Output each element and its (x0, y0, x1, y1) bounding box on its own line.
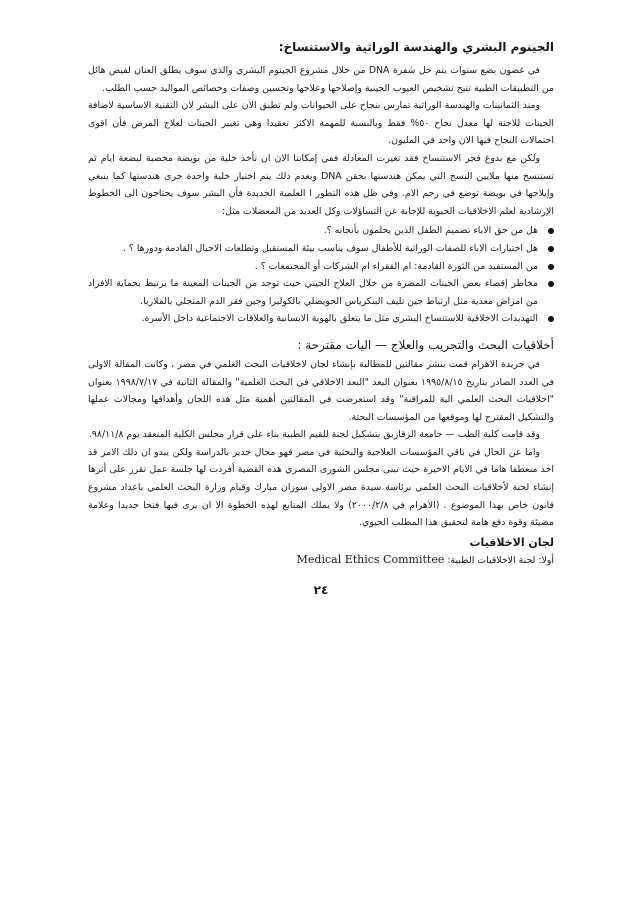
body-paragraph-3: واما عن الحال في باقي المؤسسات العلاجية والبحثية في مصر فهو مجال جدير بالدراسة ولكن يبدو ان ذلك الامر قد اخذ منعطفا هاما في الايام الاخيرة حيث تبنى مجلس الشورى المصري هذه القضية أفردت لها جلسة عمل تقرر على أثرها إنشاء لجنة لأخلاقيات البحث العلمي برئاسة سيدة مصر الاولى سوزان مبارك وقيام وزارة البحث العلمي باعداد مشروع قانون خاص بهذا الموضوع . (الاهرام في ٢٠٠٠/٢/٨) ولا يملك المتابع لهذه الخطوة الا ان يرى فيها فتحا جديدا وعلامة مضيئة وقوة دفع هامة لتحقيق هذا المطلب الحيوي. (88, 446, 554, 529)
bullet-icon (548, 246, 554, 252)
first-item-english: Medical Ethics Committee (296, 552, 445, 566)
bullet-icon (548, 264, 554, 270)
list-item: مخاطر إقصاء بعض الجينات المضرة من خلال العلاج الجيني حيث توجد من الجينات المعينة ما يرتبط بحماية الافراد من امراض معدية مثل ارتباط جين تليف البنكرياس الحويصلي بالكوليرا وجين فقر الدم المنجلي بالملاريا. (88, 275, 554, 310)
bullet-icon (548, 228, 554, 234)
intro-paragraph-1: في غضون بضع سنوات يتم حل شفرة DNA من خلال مشروع الجينوم البشري والذي سوف يطلق العنان لفيض هائل من التطبيقات الطبية تتيح تشخيص العيوب الجينية وإصلاحها وعلاجها وتحسين وصفات وخصائص المواليد حسب الطلب. (88, 65, 554, 94)
intro-paragraph-2: ومنذ الثمانينات والهندسة الوراثية تمارس بنجاح على الحيوانات ولم تطبق الان على البشر لان التقنية الاساسية لاضافة الجينات للاجنة لها معدل نجاح ٥٠% فقط وبالنسبة للمهمة الاكثر تعقيدا وهي تغيير الجينات لعلاج المرض فأن اقوى احتمالات النجاح فيها الان واحد في المليون. (88, 100, 554, 147)
list-item: هل من حق الاباء تصميم الطفل الذين يحلمون بأنجابه ؟. (88, 222, 554, 240)
list-item: التهديدات الاخلاقية للاستنساخ البشري مثل ما يتعلق بالهوية الانسانية والعلاقات الاجتماعية داخل الأسرة. (88, 310, 554, 328)
bullet-icon (548, 281, 554, 287)
dilemmas-list (88, 222, 554, 328)
body-paragraph-1: في جريدة الاهرام قمت بنشر مقالتين للمطالبة بإنشاء لجان لاخلاقيات البحث العلمي في مصر ، وكانت المقالة الاولى في العدد الصادر بتاريخ ١٩٩٥/٨/١٥ بعنوان البعد "البعد الاخلاقي في البحث العلمية" والمقالة الثانية في ١٩٩٨/٧/١٧ بعنوان "اخلاقيات البحث العلمي الية للمراقبة" وقد استعرضت في المقالتين أهمية مثل هذه اللجان وأهدافها ومجالات عملها والتشكيل المقترح لها وموقعها من المؤسسات البحثة. (88, 358, 554, 423)
list-item: من المستفيد من الثورة القادمة: ام الفقراء ام الشركات أو المجتمعات ؟ . (88, 258, 554, 276)
page-number: ٢٤ (313, 583, 329, 598)
first-item-line (88, 551, 554, 570)
section-heading-ethics: أخلاقيات البحث والتجريب والعلاج — اليات مقترحة : (297, 337, 554, 352)
page-title: الجينوم البشري والهندسة الوراثية والاستنساخ: (278, 40, 554, 54)
intro-paragraph-3: ولكن مع بدوغ فجر الاستنساخ فقد تغيرت المعادلة ففي إمكاننا الان ان تأخذ خلية من بويضة مخصبة لبضعة ايام ثم تستنسخ منها ملايين النسخ التي يمكن هندستها بحقن DNA وبعدم ذلك يتم اختيار خلية واحدة جرى هندستها كما ينبغي وإيلاجها في بويضة توضع في رحم الام. وفي ظل هذه التطور ا العلمية الجديدة فأن البشر سوف يحتاجون الى الخطوط الإرشادية لعلم الاخلاقيات الحيوية للإجابة عن التساؤلات وكل العديد من المعضلات مثل: (88, 152, 554, 217)
first-item-prefix: أولا: لجنة الاخلاقيات الطبية: (447, 554, 554, 566)
list-item: هل اختيارات الاباء للصفات الوراثية للأطفال سوف يناسب بيئة المستقبل وتطلعات الاجيال القادمة ودورها ؟ . (88, 240, 554, 258)
body-paragraph-2: وقد قامت كلية الطب — جامعة الزقازيق بتشكيل لجنة للقيم الطبية بناء على قرار مجلس الكلية المنعقد يوم ٩٨/١١/٨. (88, 429, 540, 441)
bullet-icon (548, 316, 554, 322)
section-heading-committees: لجان الاخلاقيات (469, 535, 554, 549)
